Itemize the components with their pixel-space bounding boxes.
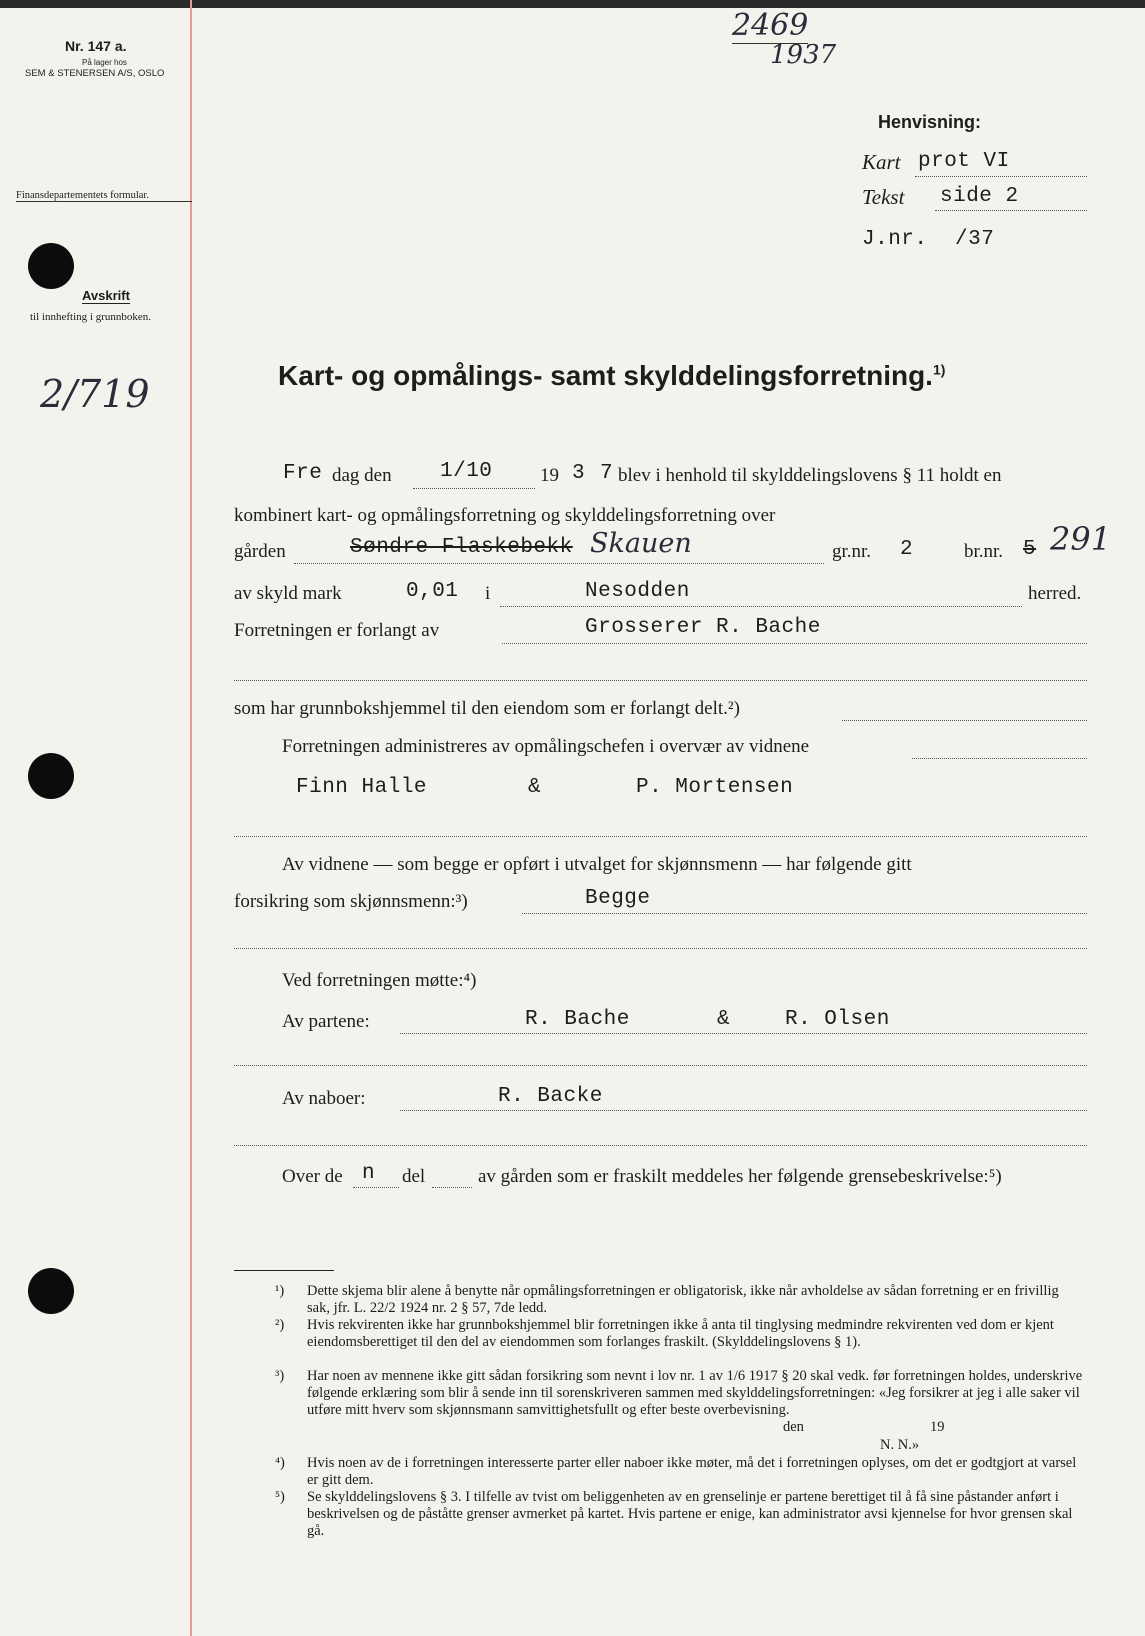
requester-value: Grosserer R. Bache bbox=[585, 616, 821, 639]
dotted-line bbox=[234, 680, 1087, 681]
reference-label: Henvisning: bbox=[878, 112, 982, 132]
label: som har grunnbokshjemmel til den eiendom som er forlangt delt.²) bbox=[234, 698, 740, 719]
form-number: Nr. 147 a. bbox=[65, 38, 127, 54]
farm-name-struck: Søndre Flaskebekk bbox=[350, 536, 573, 559]
dotted-line bbox=[522, 913, 1087, 914]
tekst-label: Tekst bbox=[862, 185, 905, 209]
scan-edge bbox=[0, 0, 1145, 8]
copy-sub: til innhefting i grunnboken. bbox=[30, 311, 151, 323]
year-digit: 3 bbox=[572, 462, 586, 485]
kart-value: prot VI bbox=[918, 150, 1010, 173]
dotted-line bbox=[234, 1065, 1087, 1066]
footnote-den: den bbox=[783, 1419, 804, 1435]
municipality-value: Nesodden bbox=[585, 580, 690, 603]
label: Over de bbox=[282, 1166, 343, 1187]
publisher-line1: På lager hos bbox=[82, 58, 127, 67]
label: av skyld mark bbox=[234, 583, 342, 604]
skyld-value: 0,01 bbox=[406, 580, 459, 603]
footnote: ²) Hvis rekvirenten ikke har grunnbokshjemmel blir forretningen ikke å anta til tinglysing medmindre rekvirenten ved dom er kjent eiendomsberettiget til den del av eiendommen som forlanges fraskilt. (Skylddelingslovens § 1). bbox=[275, 1317, 1054, 1350]
punch-hole bbox=[28, 1268, 74, 1314]
label: dag den bbox=[332, 465, 392, 486]
tekst-value: side 2 bbox=[940, 185, 1019, 208]
dotted-line bbox=[413, 488, 535, 489]
dotted-line bbox=[400, 1033, 1087, 1034]
part-value: n bbox=[362, 1162, 376, 1185]
label: Ved forretningen møtte:⁴) bbox=[282, 970, 477, 991]
dotted-line bbox=[915, 176, 1087, 177]
dotted-line bbox=[935, 210, 1087, 211]
jnr-label: J.nr. bbox=[862, 228, 928, 251]
footnote-signature: N. N.» bbox=[880, 1437, 920, 1453]
year-digit: 7 bbox=[600, 462, 614, 485]
dotted-line bbox=[502, 643, 1087, 644]
dotted-line bbox=[842, 720, 1087, 721]
copy-label: Avskrift bbox=[82, 288, 130, 303]
label: av gården som er fraskilt meddeles her følgende grensebeskrivelse:⁵) bbox=[478, 1166, 1002, 1187]
day-name: Fre bbox=[283, 462, 323, 485]
jnr-value: /37 bbox=[955, 228, 995, 251]
label: br.nr. bbox=[964, 541, 1004, 562]
witness-2: P. Mortensen bbox=[636, 776, 794, 799]
bnr-value: 291 bbox=[1050, 520, 1112, 558]
footnote: ³) Har noen av mennene ikke gitt sådan forsikring som nevnt i lov nr. 1 av 1/6 1917 § 20 skal vedk. før forretningen holdes, underskrive følgende erklæring som blir å sende inn til sorenskriveren sammen med skylddelingsforretningen: «Jeg forsikrer at jeg i alle saker vil utføre mitt hverv som skjønnsmann samvittighetsfullt og efter beste overbevisning. bbox=[275, 1368, 1083, 1418]
label: Av partene: bbox=[282, 1011, 370, 1032]
footnote-rule bbox=[234, 1270, 334, 1271]
label: 19 bbox=[540, 465, 559, 486]
party-1: R. Bache bbox=[525, 1008, 630, 1031]
footnote: ⁵) Se skylddelingslovens § 3. I tilfelle av tvist om beliggenheten av en grenselinje er partene berettiget til å få sine påstander anført i beskrivelsen og de påståtte grenser avmerket på kartet. Hvis partene er enige, kan administrator avsi kjennelse for hvor grensen skal gå. bbox=[275, 1489, 1073, 1539]
party-2: R. Olsen bbox=[785, 1008, 890, 1031]
dotted-line bbox=[234, 1145, 1087, 1146]
dotted-line bbox=[432, 1187, 472, 1188]
dotted-line bbox=[294, 563, 824, 564]
witness-1: Finn Halle bbox=[296, 776, 428, 799]
handwritten-margin-number: 2/719 bbox=[40, 372, 150, 416]
bnr-struck: 5 bbox=[1023, 538, 1037, 561]
label: Av vidnene — som begge er opført i utvalget for skjønnsmenn — har følgende gitt bbox=[282, 854, 912, 875]
footnote: ¹) Dette skjema blir alene å benytte når opmålingsforretningen er obligatorisk, ikke når avholdelse av sådan forretning er en frivillig sak, jfr. L. 22/2 1924 nr. 2 § 57, 7de ledd. bbox=[275, 1283, 1059, 1316]
label: kombinert kart- og opmålingsforretning og skylddelingsforretning over bbox=[234, 505, 776, 526]
date-value: 1/10 bbox=[440, 460, 493, 483]
assurance-value: Begge bbox=[585, 887, 651, 910]
label: herred. bbox=[1028, 583, 1082, 604]
gnr-value: 2 bbox=[900, 538, 914, 561]
label: gården bbox=[234, 541, 286, 562]
dotted-line bbox=[400, 1110, 1087, 1111]
label: Av naboer: bbox=[282, 1088, 366, 1109]
punch-hole bbox=[28, 753, 74, 799]
label: blev i henhold til skylddelingslovens § 11 holdt en bbox=[618, 465, 1002, 486]
footnote-year: 19 bbox=[930, 1419, 945, 1435]
neighbor-value: R. Backe bbox=[498, 1085, 603, 1108]
ampersand: & bbox=[717, 1008, 731, 1031]
handwritten-year: 1937 bbox=[770, 40, 837, 70]
handwritten-number: 2469 bbox=[732, 8, 809, 43]
punch-hole bbox=[28, 243, 74, 289]
label: Forretningen administreres av opmålingschefen i overvær av vidnene bbox=[282, 736, 810, 757]
label: Forretningen er forlangt av bbox=[234, 620, 440, 641]
ministry-label: Finansdepartementets formular. bbox=[16, 190, 192, 202]
ampersand: & bbox=[528, 776, 542, 799]
dotted-line bbox=[500, 606, 1022, 607]
kart-label: Kart bbox=[862, 150, 901, 174]
margin-line bbox=[190, 0, 192, 1636]
document-title: Kart- og opmålings- samt skylddelingsforretning.$^{1)}$ bbox=[278, 360, 946, 391]
dotted-line bbox=[234, 948, 1087, 949]
label: gr.nr. bbox=[832, 541, 872, 562]
dotted-line bbox=[912, 758, 1087, 759]
publisher-line2: SEM & STENERSEN A/S, OSLO bbox=[25, 68, 165, 79]
footnote: ⁴) Hvis noen av de i forretningen interesserte parter eller naboer ikke møter, må det i forretningen oplyses, om det er godtgjort at varsel er gitt dem. bbox=[275, 1455, 1077, 1488]
dotted-line bbox=[353, 1187, 399, 1188]
dotted-line bbox=[234, 836, 1087, 837]
label: del bbox=[402, 1166, 426, 1187]
label: i bbox=[485, 583, 491, 604]
label: forsikring som skjønnsmenn:³) bbox=[234, 891, 468, 912]
farm-name: Skauen bbox=[590, 528, 692, 559]
